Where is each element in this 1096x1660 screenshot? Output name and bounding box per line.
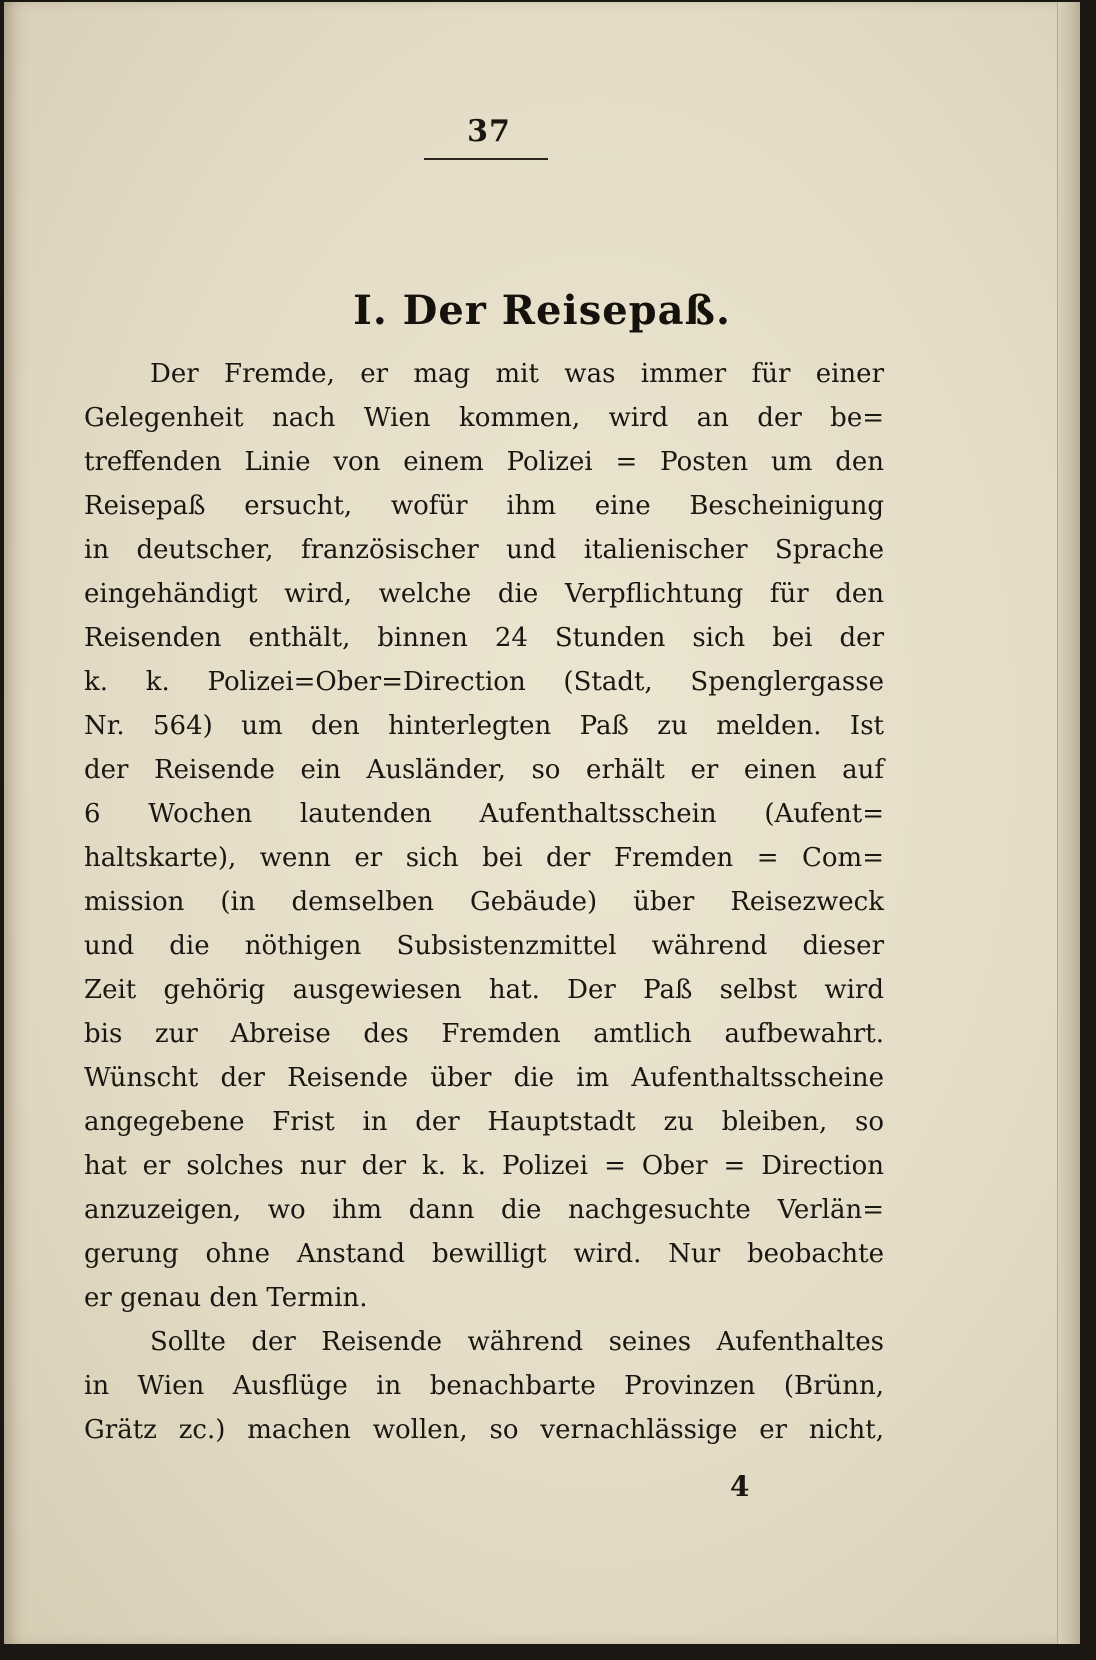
text-line: Reisepaß ersucht, wofür ihm eine Bescheinigung — [84, 491, 884, 521]
text-line: angegebene Frist in der Hauptstadt zu bleiben, so — [84, 1107, 884, 1137]
page-number: 37 — [467, 114, 511, 149]
text-line: der Reisende ein Ausländer, so erhält er einen auf — [84, 755, 884, 785]
signature-mark: 4 — [730, 1470, 750, 1503]
text-line: bis zur Abreise des Fremden amtlich aufbewahrt. — [84, 1019, 884, 1049]
text-line: Reisenden enthält, binnen 24 Stunden sich bei der — [84, 623, 884, 653]
body-text — [84, 352, 884, 1452]
text-line: eingehändigt wird, welche die Verpflichtung für den — [84, 579, 884, 609]
text-line: Der Fremde, er mag mit was immer für einer — [150, 359, 884, 389]
text-line: Wünscht der Reisende über die im Aufenthaltsscheine — [84, 1063, 884, 1093]
text-line: Nr. 564) um den hinterlegten Paß zu melden. Ist — [84, 711, 884, 741]
text-line: hat er solches nur der k. k. Polizei = Ober = Direction — [84, 1151, 884, 1181]
text-line: Grätz zc.) machen wollen, so vernachlässige er nicht, — [84, 1415, 884, 1445]
text-line: treffenden Linie von einem Polizei = Posten um den — [84, 447, 884, 477]
text-line: k. k. Polizei=Ober=Direction (Stadt, Spenglergasse — [84, 667, 884, 697]
text-line: Gelegenheit nach Wien kommen, wird an der be= — [84, 403, 884, 433]
text-line: er genau den Termin. — [84, 1283, 368, 1313]
text-line: haltskarte), wenn er sich bei der Fremden = Com= — [84, 843, 884, 873]
page-number-rule — [424, 158, 548, 160]
section-heading: I. Der Reisepaß. — [353, 287, 731, 334]
text-line: Zeit gehörig ausgewiesen hat. Der Paß selbst wird — [84, 975, 884, 1005]
text-line: mission (in demselben Gebäude) über Reisezweck — [84, 887, 884, 917]
text-line: und die nöthigen Subsistenzmittel während dieser — [84, 931, 884, 961]
book-page — [4, 2, 1080, 1644]
text-line: gerung ohne Anstand bewilligt wird. Nur beobachte — [84, 1239, 884, 1269]
text-line: in deutscher, französischer und italienischer Sprache — [84, 535, 884, 565]
text-line: anzuzeigen, wo ihm dann die nachgesuchte Verlän= — [84, 1195, 884, 1225]
page-edge — [1057, 2, 1080, 1644]
text-line: in Wien Ausflüge in benachbarte Provinzen (Brünn, — [84, 1371, 884, 1401]
text-line: 6 Wochen lautenden Aufenthaltsschein (Aufent= — [84, 799, 884, 829]
text-line: Sollte der Reisende während seines Aufenthaltes — [150, 1327, 884, 1357]
